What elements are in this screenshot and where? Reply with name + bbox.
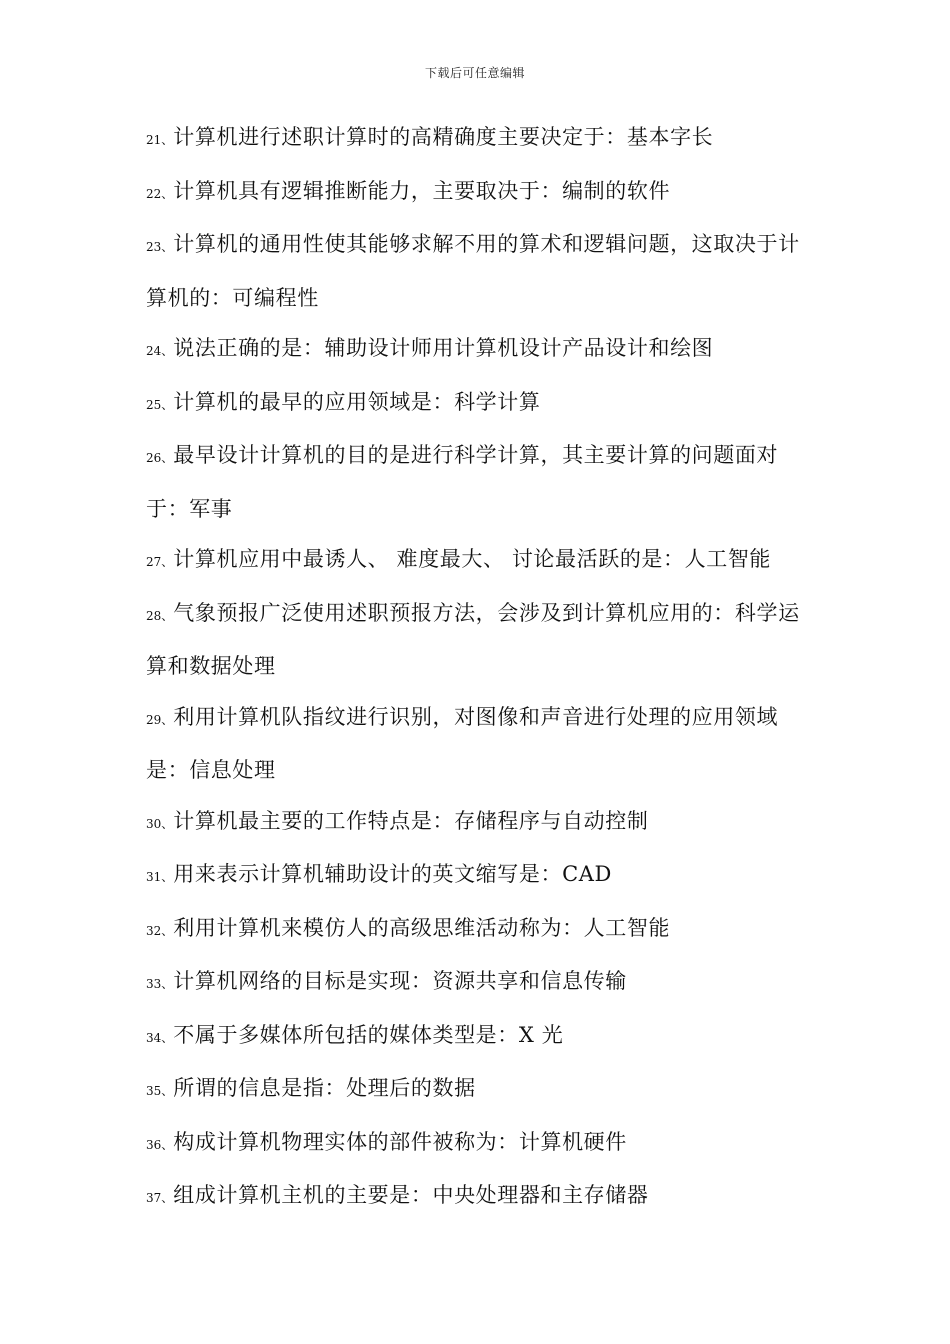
list-item: [146, 1063, 814, 1117]
item-text: 不属于多媒体所包括的媒体类型是：X 光: [173, 1022, 564, 1047]
item-text: 用来表示计算机辅助设计的英文缩写是：CAD: [173, 862, 612, 886]
item-number: 21、: [146, 133, 174, 147]
list-item: [146, 588, 814, 692]
item-number: 36、: [146, 1137, 174, 1152]
item-text: 所谓的信息是指：处理后的数据: [173, 1076, 476, 1100]
item-number: 27、: [146, 555, 174, 569]
list-item: [146, 1170, 814, 1224]
item-number: 37、: [146, 1191, 174, 1205]
item-number: 34、: [146, 1030, 174, 1045]
item-text: 计算机网络的目标是实现：资源共享和信息传输: [173, 969, 627, 993]
item-text: 计算机进行述职计算时的高精确度主要决定于：基本字长: [173, 125, 714, 149]
item-number: 35、: [146, 1084, 174, 1098]
list-item: [146, 956, 814, 1010]
item-number: 30、: [146, 816, 174, 831]
item-number: 26、: [146, 451, 174, 465]
item-text: 说法正确的是：辅助设计师用计算机设计产品设计和绘图: [173, 336, 714, 360]
item-text: 计算机具有逻辑推断能力，主要取决于：编制的软件: [173, 178, 671, 203]
item-number: 32、: [146, 923, 174, 938]
item-number: 22、: [146, 186, 174, 201]
list-item: [146, 219, 814, 323]
item-number: 33、: [146, 977, 174, 991]
item-number: 24、: [146, 344, 174, 358]
item-number: 31、: [146, 870, 174, 884]
item-number: 23、: [146, 240, 174, 254]
item-text: 计算机的通用性使其能够求解不用的算术和逻辑问题，这取决于计算机的：可编程性: [146, 232, 800, 310]
item-text: 气象预报广泛使用述职预报方法，会涉及到计算机应用的：科学运算和数据处理: [146, 600, 800, 678]
list-item: [146, 112, 814, 166]
item-text: 组成计算机主机的主要是：中央处理器和主存储器: [173, 1183, 649, 1207]
list-item: [146, 377, 814, 431]
list-item: [146, 430, 814, 534]
item-text: 最早设计计算机的目的是进行科学计算，其主要计算的问题面对于：军事: [146, 443, 779, 521]
item-text: 计算机的最早的应用领域是：科学计算: [173, 389, 541, 414]
item-text: 利用计算机来模仿人的高级思维活动称为：人工智能: [173, 915, 671, 940]
item-text: 构成计算机物理实体的部件被称为：计算机硬件: [173, 1129, 627, 1154]
list-item: [146, 534, 814, 588]
list-item: [146, 166, 814, 220]
list-item: [146, 323, 814, 377]
list-item: [146, 796, 814, 850]
list-item: [146, 1117, 814, 1171]
item-number: 28、: [146, 608, 174, 623]
item-number: 25、: [146, 397, 174, 412]
item-text: 利用计算机队指纹进行识别，对图像和声音进行处理的应用领域是：信息处理: [146, 704, 779, 782]
item-text: 计算机最主要的工作特点是：存储程序与自动控制: [173, 808, 649, 833]
item-text: 计算机应用中最诱人、 难度最大、 讨论最活跃的是：人工智能: [173, 547, 772, 571]
list-item: [146, 1010, 814, 1064]
list-item: [146, 692, 814, 796]
list-item: [146, 849, 814, 903]
page-header: 下载后可任意编辑: [424, 66, 525, 80]
question-list: [146, 112, 814, 1224]
item-number: 29、: [146, 712, 174, 727]
list-item: [146, 903, 814, 957]
